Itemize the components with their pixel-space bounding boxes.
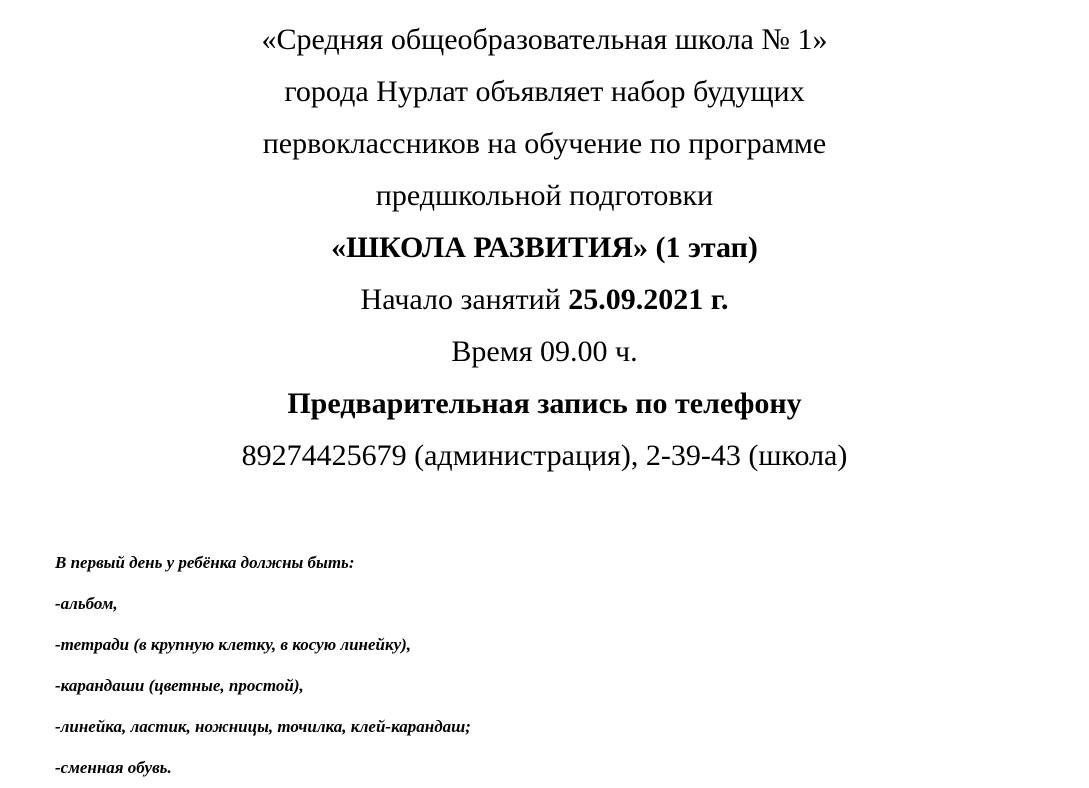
registration-title: Предварительная запись по телефону <box>287 387 802 420</box>
program-title: «ШКОЛА РАЗВИТИЯ» (1 этап) <box>331 231 758 264</box>
list-item: -линейка, ластик, ножницы, точилка, клей-карандаш; <box>55 717 471 736</box>
list-item: -сменная обувь. <box>55 758 172 777</box>
announcement-line-3: первоклассников на обучение по программе <box>262 127 827 160</box>
checklist-heading: В первый день у ребёнка должны быть: <box>55 553 355 572</box>
announcement-line-4: предшкольной подготовки <box>375 179 714 212</box>
start-date-line <box>0 274 1089 326</box>
list-item: -карандаши (цветные, простой), <box>55 676 304 695</box>
start-time-line: Время 09.00 ч. <box>451 335 638 368</box>
start-date-prefix: Начало занятий <box>360 283 569 316</box>
phone-numbers: 89274425679 (администрация), 2-39-43 (школа) <box>241 439 848 472</box>
list-item: -тетради (в крупную клетку, в косую линейку), <box>55 635 412 654</box>
checklist-block <box>0 542 1089 788</box>
announcement-line-1: «Средняя общеобразовательная школа № 1» <box>261 23 828 56</box>
list-item: -альбом, <box>55 594 118 613</box>
start-date-value: 25.09.2021 г. <box>568 283 729 316</box>
announcement-line-2: города Нурлат объявляет набор будущих <box>284 75 805 108</box>
